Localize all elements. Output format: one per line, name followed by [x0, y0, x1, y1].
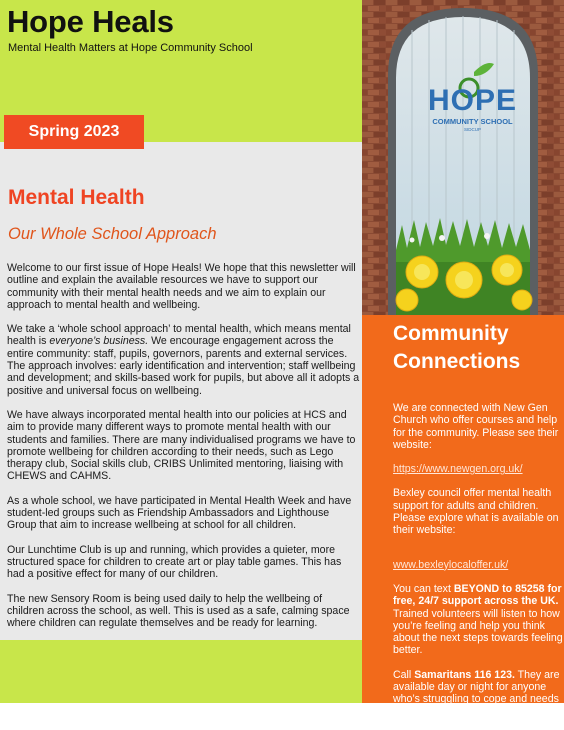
- section-title: Mental Health: [8, 186, 145, 209]
- community-paragraph: We are connected with New Gen Church who offer courses and help for the community. Please see their website:: [393, 402, 559, 451]
- newsletter-subtitle: Mental Health Matters at Hope Community School: [8, 42, 253, 54]
- community-paragraph: [393, 669, 563, 718]
- article-paragraph: The new Sensory Room is being used daily to help the wellbeing of children across the school, as well. This is used as a safe, calming space where children can regulate themselves and be ready for learning.: [7, 592, 350, 630]
- article-body: [7, 262, 361, 641]
- newsletter-title: Hope Heals: [7, 4, 174, 39]
- article-emphasis: everyone’s business.: [49, 335, 149, 348]
- community-text: You can text: [393, 582, 454, 595]
- community-paragraph: [393, 463, 563, 475]
- article-paragraph: Welcome to our first issue of Hope Heals! We hope that this newsletter will outline and explain the available resources we have to support our community with their mental health needs and we aim to explain our approach to mental health and wellbeing.: [7, 262, 356, 311]
- community-text: Trained volunteers will listen to how you’re feeling and help you think about the next steps towards feeling better.: [393, 607, 563, 657]
- logo-word: HOPE: [427, 84, 518, 117]
- community-body: [393, 402, 563, 730]
- community-bold-text: BEYOND to 85258 for free, 24/7 support across the UK.: [393, 582, 562, 608]
- article-text: We encourage engagement across the entire community: staff, pupils, governors, parents and external services. The approach involves: early identification and intervention; staff wellbeing and development; and skills-based work for pupils, but above all it adopts a positive and universal focus on wellbeing.: [7, 335, 360, 397]
- community-bold-text: Samaritans 116 123.: [414, 668, 515, 681]
- section-subtitle: Our Whole School Approach: [8, 225, 217, 243]
- community-paragraph: [393, 559, 563, 571]
- mural-illustration: [362, 0, 564, 315]
- hope-logo: [415, 86, 530, 132]
- article-paragraph: [7, 323, 361, 397]
- article-text: We take a ‘whole school approach’ to mental health, which means mental health is: [7, 323, 351, 348]
- school-mural-photo: [362, 0, 564, 315]
- community-paragraph: Bexley council offer mental health support for adults and children. Please explore what is available on their website:: [393, 487, 559, 537]
- article-paragraph: Our Lunchtime Club is up and running, which provides a quieter, more structured space for children to create art or play table games. This has had a positive effect for many of our children.: [7, 543, 342, 581]
- bexley-link[interactable]: www.bexleylocaloffer.uk/: [393, 558, 509, 571]
- article-paragraph: We have always incorporated mental health into our policies at HCS and aim to provide many different ways to promote mental health with our students and families. There are many individualised programs we have to promote wellbeing for children according to their needs, such as Lego therapy club, Social skills club, CRIBS Unlimited mentoring, liaising with CHEWS and CAHMS.: [7, 408, 356, 483]
- issue-badge: Spring 2023: [4, 115, 144, 149]
- logo-school-name: COMMUNITY SCHOOL: [432, 117, 513, 126]
- community-text: They are available day or night for anyone who’s struggling to cope and needs someone to listen.: [393, 668, 560, 718]
- community-title: Community Connections: [393, 322, 521, 373]
- community-text: Call: [393, 668, 415, 681]
- community-paragraph: [393, 583, 563, 657]
- logo-tagline: SIDCUP: [463, 127, 481, 132]
- lime-footer-strip: [0, 640, 362, 703]
- newgen-link[interactable]: https://www.newgen.org.uk/: [393, 463, 523, 476]
- article-paragraph: As a whole school, we have participated in Mental Health Week and have student-led groups such as Friendship Ambassadors and Lighthouse Group that aim to increase wellbeing at school for all children.: [7, 494, 352, 532]
